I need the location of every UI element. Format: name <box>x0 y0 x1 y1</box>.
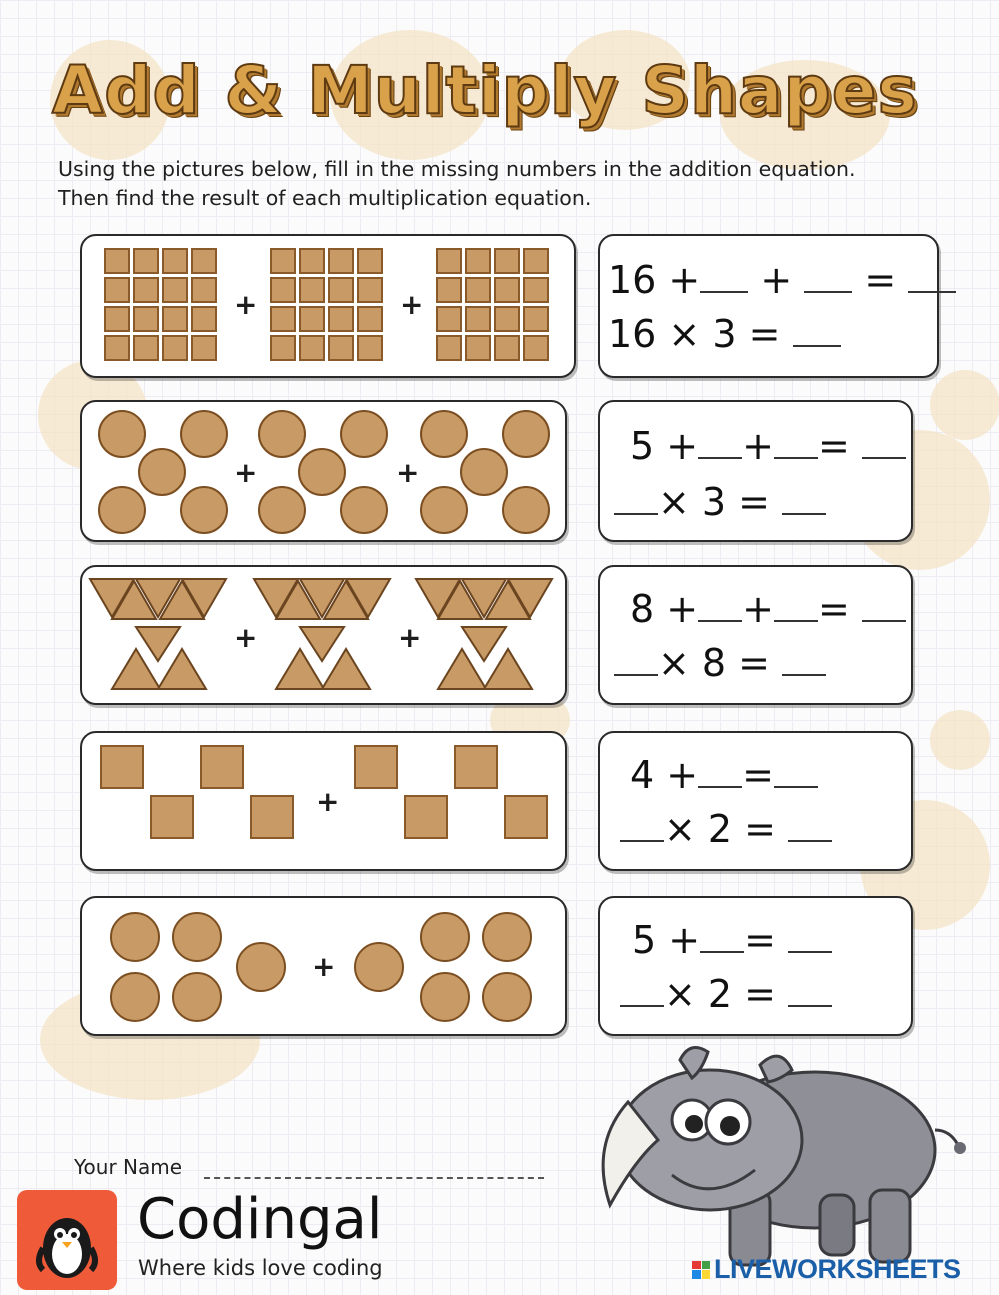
background-blob <box>930 710 990 770</box>
circle-shape <box>298 448 346 496</box>
equation-text: 5 + <box>632 918 701 962</box>
square-shape <box>104 277 130 303</box>
plus-sign: + <box>400 288 424 321</box>
answer-blank[interactable] <box>774 758 818 788</box>
answer-blank[interactable] <box>908 263 956 293</box>
plus-sign: + <box>316 785 340 818</box>
square-shape <box>162 277 188 303</box>
circle-shape <box>110 912 160 962</box>
circle-shape <box>482 972 532 1022</box>
shape-panel-5 <box>80 896 567 1036</box>
addition-equation <box>630 753 818 797</box>
square-shape <box>191 306 217 332</box>
square-shape <box>104 248 130 274</box>
circle-shape <box>98 410 146 458</box>
answer-blank[interactable] <box>774 429 818 459</box>
square-shape <box>191 277 217 303</box>
square-shape <box>465 248 491 274</box>
circle-shape <box>420 486 468 534</box>
equation-text: 5 + <box>630 424 699 468</box>
triangle-group <box>414 577 560 693</box>
equation-text: = <box>744 918 776 962</box>
square-shape <box>357 277 383 303</box>
square-shape <box>100 745 144 789</box>
multiplication-equation <box>620 972 832 1016</box>
multiplication-equation <box>620 807 832 851</box>
answer-blank[interactable] <box>774 592 818 622</box>
square-shape <box>328 277 354 303</box>
watermark-text: LIVEWORKSHEETS <box>714 1254 961 1284</box>
square-shape <box>436 248 462 274</box>
shape-panel-2 <box>80 400 567 542</box>
square-shape <box>357 306 383 332</box>
answer-blank[interactable] <box>782 485 826 515</box>
square-shape <box>454 745 498 789</box>
square-shape <box>404 795 448 839</box>
addition-equation <box>608 258 956 302</box>
square-shape <box>162 335 188 361</box>
addition-equation <box>630 424 906 468</box>
triangle-group <box>252 577 398 693</box>
answer-blank[interactable] <box>614 646 658 676</box>
plus-sign: + <box>398 621 422 654</box>
answer-blank[interactable] <box>700 263 748 293</box>
name-label: Your Name <box>74 1155 183 1179</box>
square-shape <box>133 306 159 332</box>
answer-blank[interactable] <box>862 429 906 459</box>
square-shape <box>200 745 244 789</box>
instructions <box>58 155 958 213</box>
equation-text: 4 + <box>630 753 699 797</box>
equation-text: × 8 = <box>658 641 771 685</box>
answer-blank[interactable] <box>793 317 841 347</box>
square-shape <box>354 745 398 789</box>
answer-blank[interactable] <box>620 977 664 1007</box>
codingal-logo <box>17 1190 117 1290</box>
circle-shape <box>180 410 228 458</box>
answer-blank[interactable] <box>788 812 832 842</box>
circle-shape <box>340 410 388 458</box>
square-shape <box>162 248 188 274</box>
circle-shape <box>460 448 508 496</box>
square-shape <box>523 306 549 332</box>
equation-text: = <box>817 587 850 631</box>
square-shape <box>270 277 296 303</box>
multiplication-equation <box>608 312 841 356</box>
square-shape <box>150 795 194 839</box>
triangle-shape <box>276 649 324 689</box>
answer-blank[interactable] <box>698 592 742 622</box>
penguin-icon <box>17 1190 117 1290</box>
circle-shape <box>482 912 532 962</box>
square-shape <box>494 248 520 274</box>
circle-shape <box>172 972 222 1022</box>
circle-shape <box>502 410 550 458</box>
square-shape <box>299 335 325 361</box>
equation-text: = <box>864 258 897 302</box>
triangle-shape <box>322 649 370 689</box>
equation-text: × 3 = <box>658 480 771 524</box>
circle-shape <box>420 912 470 962</box>
triangle-group <box>88 577 234 693</box>
square-shape <box>250 795 294 839</box>
square-shape <box>328 335 354 361</box>
triangle-shape <box>112 649 160 689</box>
equation-text: = <box>817 424 850 468</box>
name-input-line[interactable] <box>204 1177 544 1179</box>
square-shape <box>357 335 383 361</box>
page-title: Add & Multiply Shapes <box>52 52 918 129</box>
plus-sign: + <box>312 950 336 983</box>
multiplication-equation <box>614 641 826 685</box>
triangle-shape <box>158 649 206 689</box>
answer-blank[interactable] <box>862 592 906 622</box>
circle-shape <box>258 410 306 458</box>
square-shape <box>436 277 462 303</box>
shape-panel-1 <box>80 234 576 378</box>
square-shape <box>465 306 491 332</box>
square-shape <box>465 335 491 361</box>
answer-blank[interactable] <box>620 812 664 842</box>
plus-sign: + <box>234 288 258 321</box>
rhino-illustration <box>580 1030 970 1270</box>
circle-shape <box>172 912 222 962</box>
shape-panel-3 <box>80 565 567 705</box>
square-shape <box>523 277 549 303</box>
equation-text: + <box>742 587 774 631</box>
square-shape <box>162 306 188 332</box>
equation-panel-3 <box>598 565 913 705</box>
equation-panel-1 <box>598 234 939 378</box>
answer-blank[interactable] <box>700 923 744 953</box>
square-shape <box>523 248 549 274</box>
square-shape <box>494 306 520 332</box>
square-shape <box>133 248 159 274</box>
triangle-shape <box>462 627 506 661</box>
triangle-shape <box>300 627 344 661</box>
circle-shape <box>236 942 286 992</box>
triangle-shape <box>136 627 180 661</box>
plus-sign: + <box>396 456 420 489</box>
equation-text: + <box>742 424 774 468</box>
circle-shape <box>420 972 470 1022</box>
background-blob <box>930 370 999 440</box>
equation-text: × 2 = <box>664 972 777 1016</box>
square-shape <box>104 306 130 332</box>
equation-panel-4 <box>598 731 913 871</box>
answer-blank[interactable] <box>788 977 832 1007</box>
circle-shape <box>354 942 404 992</box>
answer-blank[interactable] <box>804 263 852 293</box>
square-shape <box>299 248 325 274</box>
answer-blank[interactable] <box>782 646 826 676</box>
circle-shape <box>258 486 306 534</box>
square-shape <box>191 248 217 274</box>
equation-text: 16 + <box>608 258 701 302</box>
square-shape <box>504 795 548 839</box>
square-shape <box>270 248 296 274</box>
liveworksheets-watermark <box>692 1254 961 1285</box>
square-shape <box>436 335 462 361</box>
circle-shape <box>98 486 146 534</box>
square-shape <box>328 306 354 332</box>
answer-blank[interactable] <box>698 758 742 788</box>
square-shape <box>299 306 325 332</box>
square-shape <box>104 335 130 361</box>
square-shape <box>357 248 383 274</box>
triangle-shape <box>438 649 486 689</box>
square-shape <box>465 277 491 303</box>
equation-panel-5 <box>598 896 913 1036</box>
square-shape <box>299 277 325 303</box>
square-shape <box>494 277 520 303</box>
equation-text: 16 × 3 = <box>608 312 781 356</box>
brand-name: Codingal <box>137 1187 383 1252</box>
equation-panel-2 <box>598 400 913 542</box>
circle-shape <box>420 410 468 458</box>
multiplication-equation <box>614 480 826 524</box>
square-shape <box>436 306 462 332</box>
plus-sign: + <box>234 456 258 489</box>
equation-text: = <box>742 753 774 797</box>
square-shape <box>133 335 159 361</box>
circle-shape <box>340 486 388 534</box>
square-shape <box>328 248 354 274</box>
equation-text: × 2 = <box>664 807 777 851</box>
addition-equation <box>630 587 906 631</box>
liveworksheets-icon <box>692 1261 710 1279</box>
answer-blank[interactable] <box>698 429 742 459</box>
square-shape <box>494 335 520 361</box>
answer-blank[interactable] <box>614 485 658 515</box>
shape-panel-4 <box>80 731 567 871</box>
plus-sign: + <box>234 621 258 654</box>
square-shape <box>270 335 296 361</box>
addition-equation <box>632 918 832 962</box>
circle-shape <box>180 486 228 534</box>
circle-shape <box>502 486 550 534</box>
square-shape <box>191 335 217 361</box>
instruction-line: Then find the result of each multiplication equation. <box>58 186 592 210</box>
answer-blank[interactable] <box>788 923 832 953</box>
square-shape <box>523 335 549 361</box>
square-shape <box>270 306 296 332</box>
square-shape <box>133 277 159 303</box>
circle-shape <box>138 448 186 496</box>
triangle-shape <box>484 649 532 689</box>
brand-tagline: Where kids love coding <box>138 1256 383 1280</box>
equation-text: + <box>760 258 793 302</box>
circle-shape <box>110 972 160 1022</box>
instruction-line: Using the pictures below, fill in the missing numbers in the addition equation. <box>58 157 856 181</box>
equation-text: 8 + <box>630 587 699 631</box>
